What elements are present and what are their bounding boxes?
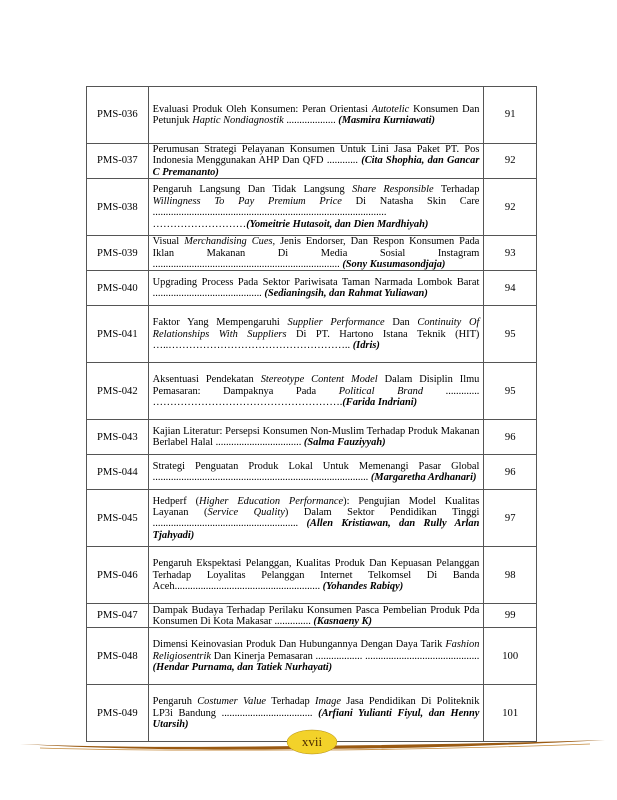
title-segment: Terhadap (433, 184, 480, 196)
title-segment: Higher Education Performance (199, 495, 344, 507)
title-segment: Strategi Penguatan Produk Lokal Untuk Memenangi Pasar Global ................................................................................... (152, 461, 480, 484)
title-segment: Political Brand (338, 385, 424, 397)
toc-row (87, 604, 537, 628)
toc-row (87, 547, 537, 604)
title-segment: ) Dalam Sektor Pendidikan Tinggi ........................................................ (152, 507, 480, 530)
paper-title (148, 271, 484, 306)
toc-row (87, 236, 537, 271)
title-segment: Jenis Endorser, Dan Respon Konsumen Pada Iklan Makanan Di Media Sosial Instagram ........................................................................ (152, 236, 480, 271)
paper-authors: (Farida Indriani) (342, 397, 418, 409)
paper-title (148, 179, 484, 236)
paper-code: PMS-039 (87, 236, 149, 271)
title-segment: Dimensi Keinovasian Produk Dan Hubungannya Dengan Daya Tarik (152, 639, 446, 651)
paper-title (148, 604, 484, 628)
toc-row (87, 144, 537, 179)
title-segment: Aksentuasi Pendekatan (152, 374, 261, 386)
title-segment: Faktor Yang Mempengaruhi (152, 317, 288, 329)
paper-title (148, 87, 484, 144)
title-segment: Dalam Disiplin Ilmu Pemasaran: Dampaknya Pada (152, 374, 480, 397)
page-ref: 93 (484, 236, 537, 271)
title-segment: Perumusan Strategi Pelayanan Konsumen Untuk Lini Jasa Paket PT. Pos Indonesia Menggunakan AHP Dan QFD ............ (152, 144, 480, 167)
toc-row (87, 306, 537, 363)
title-segment: Willingness To Pay Premium Price (152, 195, 342, 207)
title-segment: Fashion Religiosentrik (152, 639, 480, 662)
title-segment: Continuity Of Relationships With Suppliers (152, 317, 480, 340)
toc-row (87, 628, 537, 685)
paper-title (148, 628, 484, 685)
paper-authors: (Idris) (352, 340, 380, 352)
title-segment: Kajian Literatur: Persepsi Konsumen Non-Muslim Terhadap Produk Makanan Berlabel Halal ................................. (152, 426, 480, 449)
title-segment: Hedperf ( (152, 495, 200, 507)
title-segment: Jasa Pendidikan Di Politeknik LP3i Bandung ................................... (152, 696, 480, 719)
paper-authors: (Cita Shophia, dan Gancar C Premananto) (152, 155, 480, 178)
paper-authors: (Allen Kristiawan, dan Rully Arlan Tjahyadi) (152, 518, 480, 541)
paper-code: PMS-036 (87, 87, 149, 144)
toc-row (87, 179, 537, 236)
page-number: xvii (301, 734, 323, 749)
page-ref: 94 (484, 271, 537, 306)
paper-code: PMS-046 (87, 547, 149, 604)
title-segment: ................... (283, 115, 339, 126)
paper-title (148, 490, 484, 547)
title-segment: Pengaruh Langsung Dan Tidak Langsung (152, 184, 353, 196)
title-segment: Dan Kinerja Pemasaran .................. ............................................ (210, 650, 480, 662)
title-segment: Konsumen Dan Petunjuk (152, 103, 480, 126)
title-segment: Share Responsible (352, 184, 434, 196)
paper-title (148, 547, 484, 604)
paper-authors: (Sedianingsih, dan Rahmat Yuliawan) (264, 288, 428, 300)
title-segment: Dan (384, 317, 418, 329)
title-segment: Costumer Value (197, 696, 267, 708)
title-segment: Di PT. Hartono Istana Teknik (HIT) …..…………………………………………….. (152, 328, 480, 352)
toc-row (87, 271, 537, 306)
title-segment: Image (315, 696, 341, 708)
toc-row (87, 490, 537, 547)
paper-code: PMS-041 (87, 306, 149, 363)
title-segment: Autotelic (371, 103, 410, 115)
paper-authors: (Yohandes Rabiqy) (322, 581, 404, 593)
paper-code: PMS-045 (87, 490, 149, 547)
table-of-contents (86, 86, 537, 742)
page-ref: 96 (484, 420, 537, 455)
paper-title (148, 420, 484, 455)
paper-title (148, 144, 484, 179)
title-segment: Terhadap (266, 696, 315, 708)
title-segment: Pengaruh Ekspektasi Pelanggan, Kualitas Produk Dan Kepuasan Pelanggan Terhadap Loyalitas Pelanggan Internet Telkomsel Di Banda Aceh........................................................ (152, 558, 480, 593)
title-segment: ): Pengujian Model Kualitas Layanan ( (152, 495, 480, 519)
title-segment: Service Quality (207, 507, 285, 519)
paper-authors: (Salma Fauziyyah) (303, 437, 386, 449)
page-ref: 98 (484, 547, 537, 604)
paper-title (148, 455, 484, 490)
paper-code: PMS-043 (87, 420, 149, 455)
title-segment: Stereotype Content Model (260, 374, 378, 386)
title-segment: ............. ………………………………………………. (152, 385, 480, 409)
paper-code: PMS-049 (87, 685, 149, 742)
paper-authors: (Hendar Purnama, dan Tatiek Nurhayati) (152, 662, 333, 674)
paper-authors: (Kasnaeny K) (313, 615, 373, 627)
paper-code: PMS-044 (87, 455, 149, 490)
title-segment: Supplier Performance (287, 317, 385, 329)
title-segment: Merchandising Cues, (184, 236, 276, 248)
paper-title (148, 236, 484, 271)
page-ref: 95 (484, 306, 537, 363)
paper-code: PMS-037 (87, 144, 149, 179)
title-segment: Upgrading Process Pada Sektor Pariwisata Taman Narmada Lombok Barat .......................................... (152, 277, 480, 300)
page-ref: 99 (484, 604, 537, 628)
title-segment: Dampak Budaya Terhadap Perilaku Konsumen Pasca Pembelian Produk Pda Konsumen Di Kota Makasar .............. (152, 604, 480, 627)
page-ref: 100 (484, 628, 537, 685)
title-segment: Di Natasha Skin Care .......................................................................................... ……………………… (152, 195, 480, 230)
paper-authors: (Margaretha Ardhanari) (370, 472, 477, 484)
paper-code: PMS-038 (87, 179, 149, 236)
paper-authors: (Sony Kusumasondjaja) (342, 259, 446, 271)
paper-code: PMS-047 (87, 604, 149, 628)
title-segment: Visual (152, 236, 185, 248)
paper-code: PMS-042 (87, 363, 149, 420)
toc-row (87, 455, 537, 490)
toc-row (87, 363, 537, 420)
page-ref: 95 (484, 363, 537, 420)
page-ref: 92 (484, 179, 537, 236)
paper-code: PMS-048 (87, 628, 149, 685)
toc-row (87, 87, 537, 144)
paper-title (148, 363, 484, 420)
page-ref: 96 (484, 455, 537, 490)
page-ref: 101 (484, 685, 537, 742)
paper-title (148, 306, 484, 363)
paper-authors: (Arfiani Yulianti Fiyul, dan Henny Utarsih) (152, 707, 480, 731)
page-ref: 92 (484, 144, 537, 179)
page-ref: 97 (484, 490, 537, 547)
title-segment: Haptic Nondiagnostik (192, 115, 284, 126)
paper-authors: (Masmira Kurniawati) (338, 115, 435, 126)
toc-row (87, 420, 537, 455)
title-segment: Pengaruh (152, 696, 198, 708)
title-segment: Evaluasi Produk Oleh Konsumen: Peran Orientasi (152, 103, 372, 115)
paper-code: PMS-040 (87, 271, 149, 306)
page-ref: 91 (484, 87, 537, 144)
paper-authors: (Yomeitrie Hutasoit, dan Dien Mardhiyah) (246, 218, 429, 230)
